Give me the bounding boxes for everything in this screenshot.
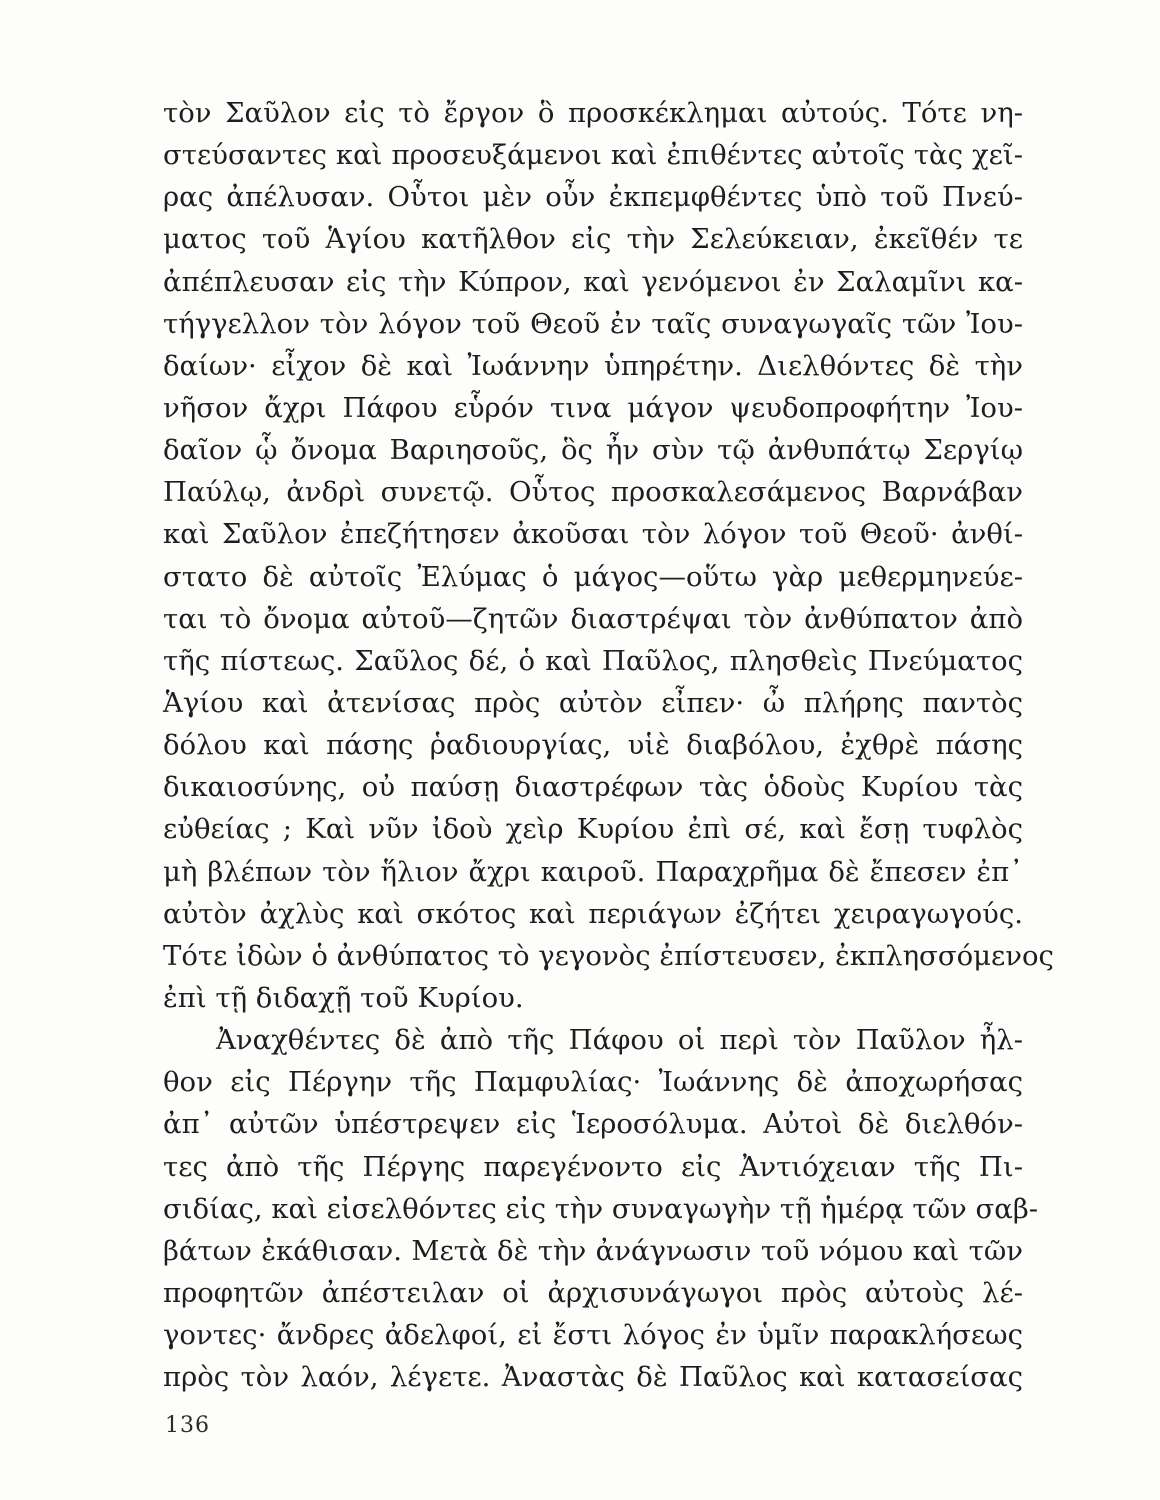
text-line: θον εἰς Πέργην τῆς Παμφυλίας· Ἰωάννης δὲ ἀποχωρήσας	[163, 1066, 1023, 1099]
paragraph-2	[163, 1019, 1039, 1398]
text-line: Ἁγίου καὶ ἀτενίσας πρὸς αὐτὸν εἶπεν· ὦ πλήρης παντὸς	[163, 686, 1023, 719]
text-line: εὐθείας ; Καὶ νῦν ἰδοὺ χεὶρ Κυρίου ἐπὶ σέ, καὶ ἔσῃ τυφλὸς	[163, 813, 1023, 846]
text-line: βάτων ἐκάθισαν. Μετὰ δὲ τὴν ἀνάγνωσιν τοῦ νόμου καὶ τῶν	[163, 1234, 1023, 1267]
body-text	[163, 92, 1054, 1398]
text-line: ἀπέπλευσαν εἰς τὴν Κύπρον, καὶ γενόμενοι ἐν Σαλαμῖνι κα-	[163, 265, 1023, 298]
text-line: αὐτὸν ἀχλὺς καὶ σκότος καὶ περιάγων ἐζήτει χειραγωγούς.	[163, 897, 1023, 930]
text-line: σιδίας, καὶ εἰσελθόντες εἰς τὴν συναγωγὴν τῇ ἡμέρᾳ τῶν σαβ-	[163, 1192, 1039, 1225]
text-line: δικαιοσύνης, οὐ παύσῃ διαστρέφων τὰς ὁδοὺς Κυρίου τὰς	[163, 771, 1023, 804]
text-line: στεύσαντες καὶ προσευξάμενοι καὶ ἐπιθέντες αὐτοῖς τὰς χεῖ-	[163, 139, 1023, 172]
text-line: δόλου καὶ πάσης ῥαδιουργίας, υἱὲ διαβόλου, ἐχθρὲ πάσης	[163, 729, 1023, 762]
text-line: Τότε ἰδὼν ὁ ἀνθύπατος τὸ γεγονὸς ἐπίστευσεν, ἐκπλησσόμενος	[163, 939, 1054, 972]
text-line: τήγγελλον τὸν λόγον τοῦ Θεοῦ ἐν ταῖς συναγωγαῖς τῶν Ἰου-	[163, 307, 1023, 340]
paragraph-1	[163, 92, 1054, 1019]
text-line: δαῖον ᾧ ὄνομα Βαριησοῦς, ὃς ἦν σὺν τῷ ἀνθυπάτῳ Σεργίῳ	[163, 434, 1023, 467]
text-line: καὶ Σαῦλον ἐπεζήτησεν ἀκοῦσαι τὸν λόγον τοῦ Θεοῦ· ἀνθί-	[163, 518, 1023, 551]
text-line: στατο δὲ αὐτοῖς Ἐλύμας ὁ μάγος—οὕτω γὰρ μεθερμηνεύε-	[163, 560, 1023, 593]
text-line: Ἀναχθέντες δὲ ἀπὸ τῆς Πάφου οἱ περὶ τὸν Παῦλον ἦλ-	[216, 1024, 1023, 1057]
text-line: ματος τοῦ Ἁγίου κατῆλθον εἰς τὴν Σελεύκειαν, ἐκεῖθέν τε	[163, 223, 1023, 256]
text-line: τες ἀπὸ τῆς Πέργης παρεγένοντο εἰς Ἀντιόχειαν τῆς Πι-	[163, 1150, 1023, 1183]
text-line: Παύλῳ, ἀνδρὶ συνετῷ. Οὗτος προσκαλεσάμενος Βαρνάβαν	[163, 476, 1023, 509]
text-line: μὴ βλέπων τὸν ἥλιον ἄχρι καιροῦ. Παραχρῆμα δὲ ἔπεσεν ἐπ᾽	[163, 855, 1023, 888]
text-line: προφητῶν ἀπέστειλαν οἱ ἀρχισυνάγωγοι πρὸς αὐτοὺς λέ-	[163, 1276, 1023, 1309]
text-line: τὸν Σαῦλον εἰς τὸ ἔργον ὃ προσκέκλημαι αὐτούς. Τότε νη-	[163, 97, 1023, 129]
text-line: νῆσον ἄχρι Πάφου εὗρόν τινα μάγον ψευδοπροφήτην Ἰου-	[163, 391, 1023, 424]
text-line: ἐπὶ τῇ διδαχῇ τοῦ Κυρίου.	[163, 981, 524, 1014]
text-line: δαίων· εἶχον δὲ καὶ Ἰωάννην ὑπηρέτην. Διελθόντες δὲ τὴν	[163, 349, 1023, 382]
text-line: γοντες· ἄνδρες ἀδελφοί, εἰ ἔστι λόγος ἐν ὑμῖν παρακλήσεως	[163, 1319, 1023, 1352]
text-line: πρὸς τὸν λαόν, λέγετε. Ἀναστὰς δὲ Παῦλος καὶ κατασείσας	[163, 1361, 1023, 1394]
text-line: ἀπ᾽ αὐτῶν ὑπέστρεψεν εἰς Ἱεροσόλυμα. Αὐτοὶ δὲ διελθόν-	[163, 1108, 1023, 1141]
text-line: τῆς πίστεως. Σαῦλος δέ, ὁ καὶ Παῦλος, πλησθεὶς Πνεύματος	[163, 644, 1023, 677]
page-number: 136	[165, 1413, 210, 1438]
text-line: ρας ἀπέλυσαν. Οὗτοι μὲν οὖν ἐκπεμφθέντες ὑπὸ τοῦ Πνεύ-	[163, 181, 1023, 214]
text-line: ται τὸ ὄνομα αὐτοῦ—ζητῶν διαστρέψαι τὸν ἀνθύπατον ἀπὸ	[163, 602, 1023, 635]
